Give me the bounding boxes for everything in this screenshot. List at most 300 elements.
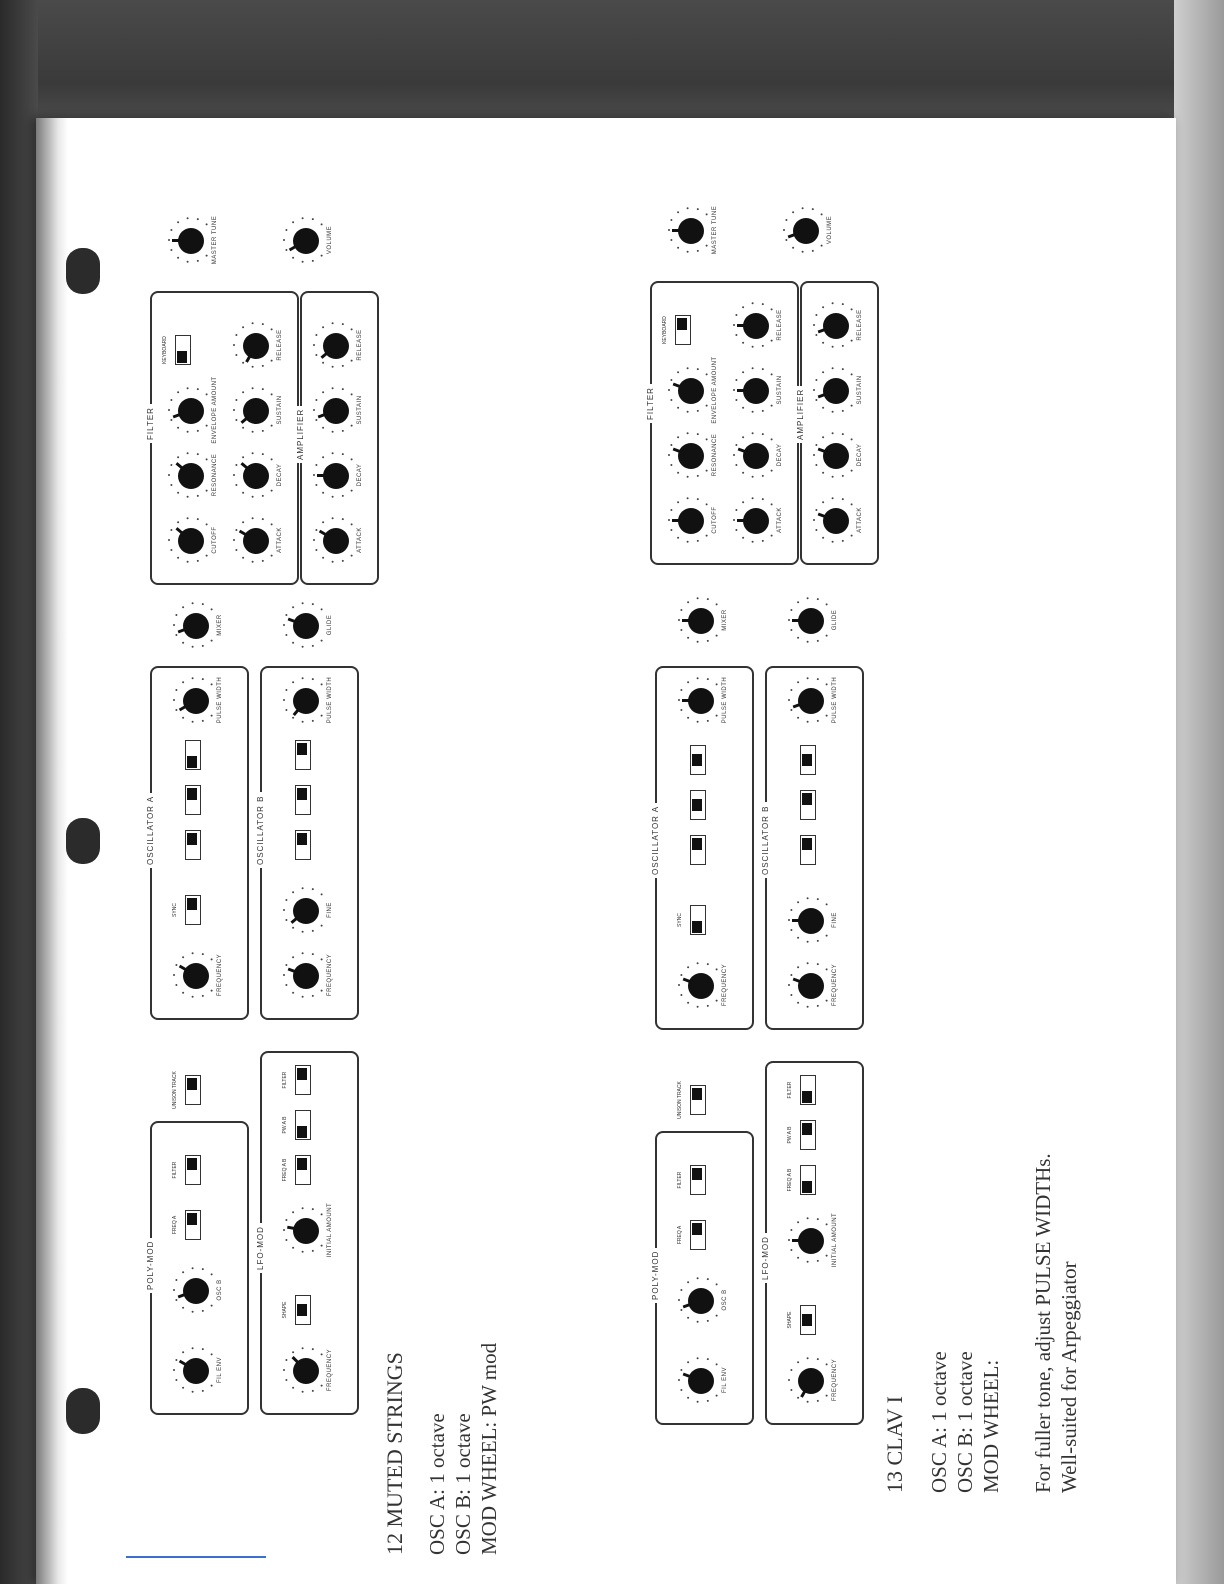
- filter-release-knob[interactable]: [225, 310, 295, 380]
- knob-tick: [788, 699, 790, 701]
- knob-tick: [252, 366, 254, 368]
- unison-switch[interactable]: [172, 1071, 201, 1109]
- knob-tick: [271, 393, 273, 395]
- knob-tick: [678, 984, 680, 986]
- keyboard-switch[interactable]: [162, 335, 191, 365]
- knob-tick: [668, 519, 670, 521]
- knob-tick: [815, 334, 817, 336]
- knob-tick: [292, 891, 294, 893]
- knob-tick: [197, 260, 199, 262]
- knob-tick: [670, 379, 672, 381]
- knob-tick: [707, 1278, 709, 1280]
- knob-tick: [271, 523, 273, 525]
- knob-dial-icon: [323, 333, 349, 359]
- osc-b-saw-switch[interactable]: [800, 835, 816, 865]
- knob-tick: [177, 492, 179, 494]
- knob-tick: [797, 937, 799, 939]
- knob-tick: [851, 373, 853, 375]
- knob-tick: [283, 1369, 285, 1371]
- osc-b-fine-knob[interactable]: [780, 885, 850, 955]
- knob-tick: [312, 888, 314, 890]
- knob-dial-icon: [293, 688, 319, 714]
- knob-tick: [206, 393, 208, 395]
- knob-tick: [283, 1229, 285, 1231]
- knob-tick: [678, 1299, 680, 1301]
- sync-switch[interactable]: [172, 895, 201, 925]
- osc-b-amount-knob[interactable]: [670, 1265, 740, 1335]
- knob-tick: [182, 956, 184, 958]
- knob-tick: [211, 990, 213, 992]
- knob-tick: [832, 476, 834, 478]
- knob-tick: [826, 715, 828, 717]
- switch-fill-icon: [802, 793, 812, 805]
- filter-attack-knob[interactable]: [725, 485, 795, 555]
- knob-tick: [175, 709, 177, 711]
- knob-tick: [302, 677, 304, 679]
- knob-tick: [351, 393, 353, 395]
- knob-tick: [321, 958, 323, 960]
- osc-a-saw-switch[interactable]: [185, 830, 201, 860]
- knob-tick: [292, 992, 294, 994]
- osc-a-frequency-knob[interactable]: [670, 950, 740, 1020]
- knob-label: ENVELOPE AMOUNT: [712, 356, 718, 424]
- knob-tick: [797, 1361, 799, 1363]
- knob-tick: [687, 432, 689, 434]
- knob-tick: [815, 529, 817, 531]
- knob-tick: [670, 464, 672, 466]
- knob-tick: [202, 953, 204, 955]
- knob-tick: [211, 640, 213, 642]
- osc-b-fine-knob[interactable]: [275, 875, 345, 945]
- knob-tick: [252, 561, 254, 563]
- lfo-initial-amount-knob[interactable]: [275, 1195, 345, 1265]
- knob-label: MIXER: [722, 609, 728, 631]
- knob-dial-icon: [183, 963, 209, 989]
- knob-tick: [197, 218, 199, 220]
- knob-tick: [680, 1369, 682, 1371]
- knob-dial-icon: [243, 463, 269, 489]
- knob-tick: [202, 645, 204, 647]
- knob-tick: [677, 501, 679, 503]
- lfo-shape-switch[interactable]: [787, 1305, 816, 1335]
- resonance-knob[interactable]: [160, 440, 230, 510]
- osc-b-pulse-width-knob[interactable]: [780, 665, 850, 735]
- knob-tick: [321, 715, 323, 717]
- switch-label: FILTER: [172, 1161, 178, 1179]
- knob-tick: [812, 250, 814, 252]
- knob-tick: [206, 223, 208, 225]
- knob-tick: [332, 561, 334, 563]
- knob-dial-icon: [823, 508, 849, 534]
- knob-tick: [668, 454, 670, 456]
- knob-tick: [797, 1397, 799, 1399]
- knob-tick: [817, 640, 819, 642]
- knob-tick: [707, 1400, 709, 1402]
- knob-tick: [826, 683, 828, 685]
- knob-dial-icon: [798, 688, 824, 714]
- knob-tick: [762, 498, 764, 500]
- amp-release-knob[interactable]: [805, 290, 875, 360]
- knob-tick: [670, 529, 672, 531]
- knob-tick: [321, 608, 323, 610]
- osc-b-frequency-knob[interactable]: [780, 950, 850, 1020]
- knob-tick: [842, 433, 844, 435]
- filter-release-knob[interactable]: [725, 290, 795, 360]
- knob-tick: [321, 990, 323, 992]
- knob-tick: [285, 614, 287, 616]
- knob-tick: [168, 539, 170, 541]
- knob-tick: [302, 1347, 304, 1349]
- knob-tick: [678, 1379, 680, 1381]
- knob-tick: [321, 255, 323, 257]
- filter-decay-knob[interactable]: [225, 440, 295, 510]
- filter-attack-knob[interactable]: [225, 505, 295, 575]
- knob-tick: [182, 1307, 184, 1309]
- knob-tick: [187, 261, 189, 263]
- knob-tick: [792, 211, 794, 213]
- switch-label: FREQ A B: [787, 1168, 793, 1192]
- knob-tick: [206, 555, 208, 557]
- knob-label: ATTACK: [357, 527, 363, 553]
- amp-decay-knob[interactable]: [305, 440, 375, 510]
- knob-tick: [735, 444, 737, 446]
- amp-sustain-knob[interactable]: [305, 375, 375, 445]
- knob-tick: [312, 930, 314, 932]
- knob-tick: [742, 407, 744, 409]
- knob-tick: [826, 1363, 828, 1365]
- knob-tick: [771, 470, 773, 472]
- knob-dial-icon: [798, 1368, 824, 1394]
- lfo-filter-switch[interactable]: [282, 1065, 311, 1095]
- osc-a-pulse-switch[interactable]: [690, 745, 706, 775]
- lfo-initial-amount-knob[interactable]: [780, 1205, 850, 1275]
- knob-tick: [697, 1401, 699, 1403]
- knob-tick: [697, 721, 699, 723]
- osc-b-frequency-knob[interactable]: [275, 940, 345, 1010]
- knob-label: RESONANCE: [212, 453, 218, 497]
- knob-tick: [187, 561, 189, 563]
- knob-tick: [173, 699, 175, 701]
- knob-tick: [187, 496, 189, 498]
- filter-sustain-knob[interactable]: [725, 355, 795, 425]
- lfo-freq-ab-switch[interactable]: [282, 1155, 311, 1185]
- amp-sustain-knob[interactable]: [805, 355, 875, 425]
- knob-tick: [322, 492, 324, 494]
- knob-label: DECAY: [357, 463, 363, 487]
- fil-env-knob[interactable]: [165, 1335, 235, 1405]
- section-label: LFO-MOD: [761, 1233, 770, 1283]
- knob-tick: [762, 368, 764, 370]
- glide-knob[interactable]: [275, 590, 345, 660]
- osc-a-frequency-knob[interactable]: [165, 940, 235, 1010]
- knob-tick: [680, 689, 682, 691]
- knob-tick: [832, 497, 834, 499]
- knob-tick: [680, 974, 682, 976]
- resonance-knob[interactable]: [660, 420, 730, 490]
- lfo-freq-ab-switch[interactable]: [787, 1165, 816, 1195]
- osc-b-tri-switch[interactable]: [295, 785, 311, 815]
- switch-fill-icon: [802, 1091, 812, 1103]
- knob-tick: [817, 940, 819, 942]
- knob-tick: [762, 345, 764, 347]
- knob-tick: [235, 464, 237, 466]
- envelope-amount-knob[interactable]: [660, 355, 730, 425]
- patch-13-panel: [645, 195, 895, 1525]
- knob-tick: [285, 899, 287, 901]
- knob-tick: [332, 366, 334, 368]
- knob-tick: [322, 326, 324, 328]
- knob-tick: [687, 717, 689, 719]
- knob-tick: [285, 964, 287, 966]
- knob-tick: [822, 436, 824, 438]
- knob-tick: [202, 995, 204, 997]
- filter-dest-switch[interactable]: [677, 1165, 706, 1195]
- knob-label: PULSE WIDTH: [722, 676, 728, 724]
- knob-tick: [668, 229, 670, 231]
- knob-dial-icon: [688, 688, 714, 714]
- switch-label: FILTER: [787, 1081, 793, 1099]
- filter-decay-knob[interactable]: [725, 420, 795, 490]
- osc-b-pulse-switch[interactable]: [295, 740, 311, 770]
- section-label: POLY-MOD: [146, 1238, 155, 1293]
- knob-tick: [716, 1000, 718, 1002]
- knob-tick: [842, 368, 844, 370]
- section-label: AMPLIFIER: [296, 406, 305, 463]
- knob-tick: [283, 624, 285, 626]
- knob-tick: [322, 456, 324, 458]
- keyboard-switch[interactable]: [662, 315, 691, 345]
- amp-attack-knob[interactable]: [305, 505, 375, 575]
- master-tune-knob[interactable]: [660, 195, 730, 265]
- knob-tick: [790, 994, 792, 996]
- amp-release-knob[interactable]: [305, 310, 375, 380]
- knob-tick: [716, 968, 718, 970]
- knob-tick: [742, 342, 744, 344]
- switch-label: FILTER: [677, 1171, 683, 1189]
- knob-tick: [211, 683, 213, 685]
- binder-hole-icon: [66, 818, 100, 864]
- knob-tick: [285, 984, 287, 986]
- knob-tick: [285, 634, 287, 636]
- knob-tick: [815, 314, 817, 316]
- knob-tick: [192, 1391, 194, 1393]
- knob-tick: [285, 1359, 287, 1361]
- unison-switch[interactable]: [677, 1081, 706, 1119]
- knob-tick: [680, 709, 682, 711]
- knob-tick: [813, 324, 815, 326]
- knob-tick: [242, 492, 244, 494]
- osc-a-pulse-switch[interactable]: [185, 740, 201, 770]
- knob-tick: [762, 433, 764, 435]
- osc-b-amount-knob[interactable]: [165, 1255, 235, 1325]
- knob-tick: [677, 211, 679, 213]
- switch-label: PW A B: [787, 1126, 793, 1144]
- volume-knob[interactable]: [275, 205, 345, 275]
- knob-tick: [680, 1389, 682, 1391]
- filter-dest-switch[interactable]: [172, 1155, 201, 1185]
- knob-tick: [706, 470, 708, 472]
- knob-label: RELEASE: [777, 309, 783, 341]
- knob-tick: [192, 952, 194, 954]
- amp-decay-knob[interactable]: [805, 420, 875, 490]
- knob-tick: [842, 303, 844, 305]
- osc-b-pulse-switch[interactable]: [800, 745, 816, 775]
- knob-tick: [202, 720, 204, 722]
- switch-fill-icon: [177, 351, 187, 363]
- knob-dial-icon: [243, 398, 269, 424]
- knob-tick: [235, 419, 237, 421]
- knob-tick: [706, 503, 708, 505]
- knob-tick: [252, 322, 254, 324]
- knob-tick: [271, 328, 273, 330]
- switch-label: KEYBOARD: [662, 316, 668, 344]
- knob-dial-icon: [798, 1228, 824, 1254]
- knob-tick: [832, 432, 834, 434]
- knob-tick: [822, 371, 824, 373]
- lfo-pw-ab-switch[interactable]: [282, 1110, 311, 1140]
- knob-tick: [175, 984, 177, 986]
- knob-tick: [313, 474, 315, 476]
- knob-tick: [302, 1251, 304, 1253]
- knob-tick: [678, 619, 680, 621]
- osc-b-saw-switch[interactable]: [295, 830, 311, 860]
- knob-tick: [668, 389, 670, 391]
- cutoff-knob[interactable]: [160, 505, 230, 575]
- knob-tick: [752, 476, 754, 478]
- knob-tick: [790, 1249, 792, 1251]
- osc-a-pulse-width-knob[interactable]: [165, 665, 235, 735]
- knob-tick: [797, 1257, 799, 1259]
- knob-tick: [697, 540, 699, 542]
- knob-label: FREQUENCY: [832, 963, 838, 1007]
- knob-tick: [187, 431, 189, 433]
- knob-tick: [182, 992, 184, 994]
- knob-tick: [742, 371, 744, 373]
- lfo-frequency-knob[interactable]: [780, 1345, 850, 1415]
- knob-tick: [292, 1351, 294, 1353]
- cutoff-knob[interactable]: [660, 485, 730, 555]
- volume-knob[interactable]: [775, 195, 845, 265]
- switch-fill-icon: [297, 833, 307, 845]
- knob-tick: [687, 541, 689, 543]
- amp-attack-knob[interactable]: [805, 485, 875, 555]
- knob-dial-icon: [793, 218, 819, 244]
- knob-tick: [807, 1006, 809, 1008]
- knob-tick: [697, 498, 699, 500]
- knob-tick: [707, 640, 709, 642]
- knob-tick: [706, 438, 708, 440]
- lfo-pw-ab-switch[interactable]: [787, 1120, 816, 1150]
- knob-tick: [242, 557, 244, 559]
- knob-tick: [670, 239, 672, 241]
- mixer-knob[interactable]: [165, 590, 235, 660]
- osc-a-pulse-width-knob[interactable]: [670, 665, 740, 735]
- switch-fill-icon: [187, 1158, 197, 1170]
- knob-tick: [797, 901, 799, 903]
- knob-tick: [697, 962, 699, 964]
- osc-b-tri-switch[interactable]: [800, 790, 816, 820]
- knob-label: FREQUENCY: [327, 953, 333, 997]
- section-label: AMPLIFIER: [796, 386, 805, 443]
- knob-tick: [842, 410, 844, 412]
- switch-label: UNISON TRACK: [677, 1081, 683, 1119]
- knob-tick: [321, 1213, 323, 1215]
- filter-sustain-knob[interactable]: [225, 375, 295, 445]
- knob-tick: [242, 326, 244, 328]
- knob-tick: [680, 1309, 682, 1311]
- knob-tick: [680, 1289, 682, 1291]
- knob-tick: [817, 898, 819, 900]
- knob-tick: [783, 229, 785, 231]
- glide-knob[interactable]: [780, 585, 850, 655]
- knob-tick: [752, 411, 754, 413]
- freq-a-switch[interactable]: [172, 1210, 201, 1240]
- knob-tick: [697, 368, 699, 370]
- knob-tick: [170, 529, 172, 531]
- sync-switch[interactable]: [677, 905, 706, 935]
- knob-tick: [292, 606, 294, 608]
- knob-dial-icon: [688, 608, 714, 634]
- osc-a-tri-switch[interactable]: [185, 785, 201, 815]
- knob-tick: [302, 1391, 304, 1393]
- osc-a-saw-switch[interactable]: [690, 835, 706, 865]
- knob-dial-icon: [688, 1288, 714, 1314]
- blue-underline-mark: [126, 1556, 266, 1558]
- knob-tick: [168, 409, 170, 411]
- knob-tick: [342, 323, 344, 325]
- knob-tick: [211, 1385, 213, 1387]
- patch-13-text-block: [882, 1073, 1082, 1493]
- master-tune-knob[interactable]: [160, 205, 230, 275]
- knob-tick: [175, 634, 177, 636]
- knob-tick: [697, 208, 699, 210]
- lfo-shape-switch[interactable]: [282, 1295, 311, 1325]
- knob-tick: [716, 1283, 718, 1285]
- knob-tick: [733, 454, 735, 456]
- switch-fill-icon: [677, 318, 687, 330]
- osc-a-tri-switch[interactable]: [690, 790, 706, 820]
- fil-env-knob[interactable]: [670, 1345, 740, 1415]
- knob-tick: [762, 303, 764, 305]
- knob-tick: [283, 699, 285, 701]
- knob-dial-icon: [323, 398, 349, 424]
- knob-tick: [821, 213, 823, 215]
- envelope-amount-knob[interactable]: [160, 375, 230, 445]
- mixer-knob[interactable]: [670, 585, 740, 655]
- osc-b-pulse-width-knob[interactable]: [275, 665, 345, 735]
- knob-label: OSC B: [722, 1289, 728, 1311]
- knob-tick: [842, 540, 844, 542]
- lfo-frequency-knob[interactable]: [275, 1335, 345, 1405]
- knob-tick: [285, 1239, 287, 1241]
- knob-tick: [790, 909, 792, 911]
- knob-tick: [697, 250, 699, 252]
- knob-tick: [762, 475, 764, 477]
- knob-tick: [680, 629, 682, 631]
- knob-label: ATTACK: [857, 507, 863, 533]
- knob-tick: [706, 213, 708, 215]
- freq-a-switch[interactable]: [677, 1220, 706, 1250]
- knob-tick: [716, 1315, 718, 1317]
- switch-label: SHAPE: [787, 1311, 793, 1329]
- lfo-filter-switch[interactable]: [787, 1075, 816, 1105]
- knob-tick: [332, 496, 334, 498]
- knob-tick: [206, 425, 208, 427]
- binder-hole-icon: [66, 248, 100, 294]
- knob-tick: [670, 509, 672, 511]
- knob-dial-icon: [678, 218, 704, 244]
- knob-dial-icon: [183, 688, 209, 714]
